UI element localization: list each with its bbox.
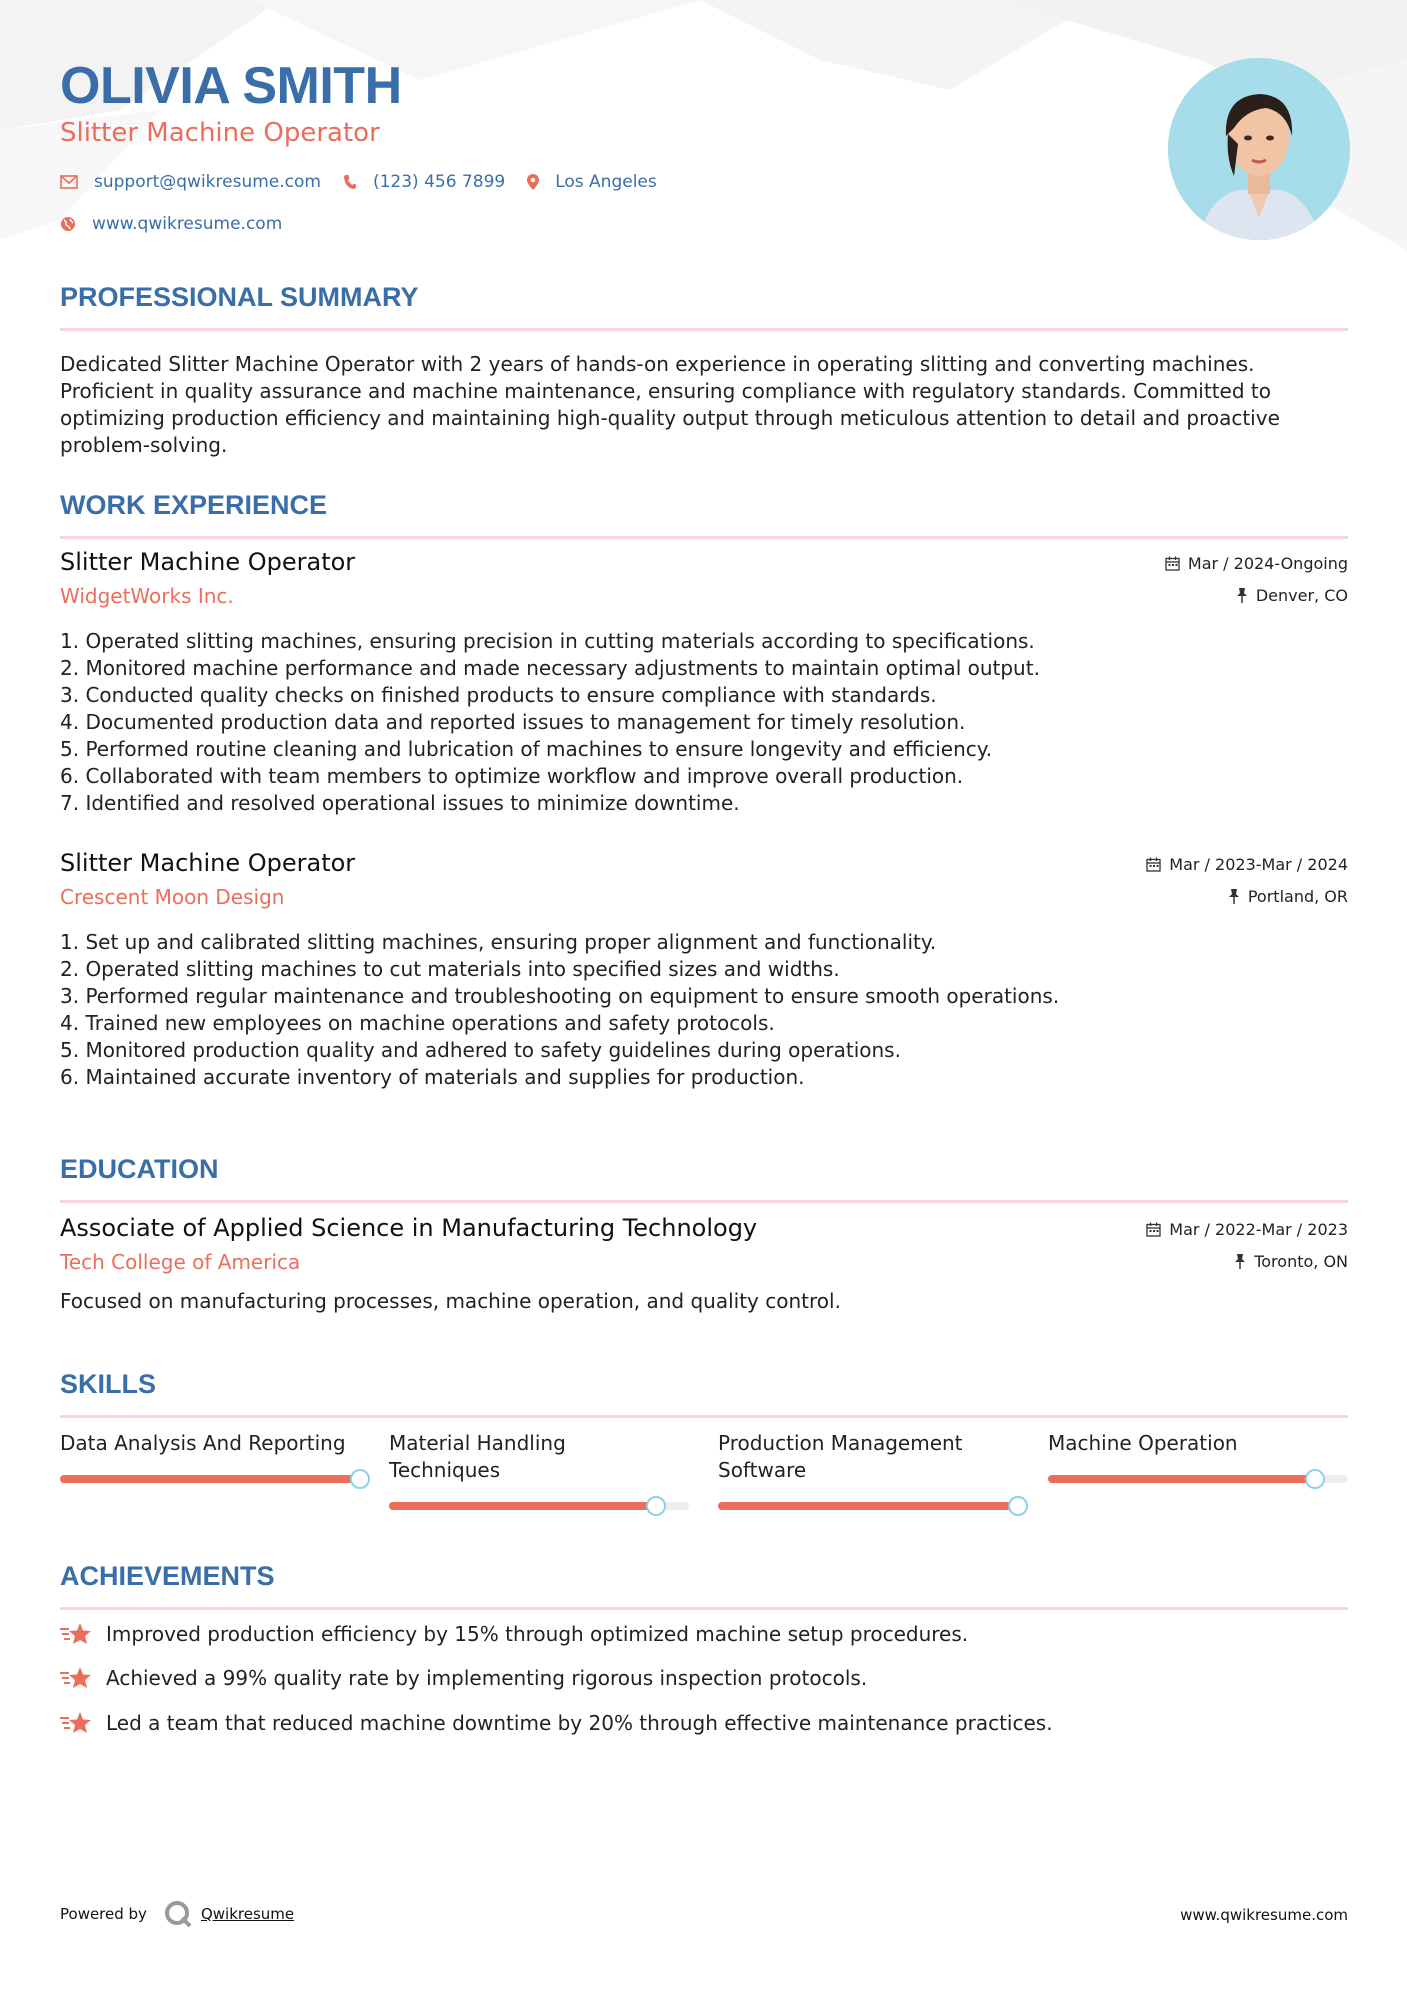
education-date <box>1146 1220 1348 1239</box>
achievement-item <box>60 1622 968 1646</box>
summary-line: Proficient in quality assurance and machine maintenance, ensuring compliance with regulatory standards. Committed to <box>60 379 1271 403</box>
section-education <box>60 1152 1348 1203</box>
skill-name <box>389 1430 689 1484</box>
profile-photo <box>1168 58 1350 240</box>
list-item: 5. Performed routine cleaning and lubrication of machines to ensure longevity and efficiency. <box>60 737 993 761</box>
education-entry <box>60 1214 1348 1334</box>
job-bullets <box>60 929 1059 1091</box>
skill-item <box>718 1430 1018 1484</box>
skill-level-bar <box>1048 1475 1348 1483</box>
section-divider <box>60 1200 1348 1203</box>
contact-email[interactable] <box>60 172 321 192</box>
list-item: 1. Set up and calibrated slitting machines, ensuring proper alignment and functionality. <box>60 930 937 954</box>
degree-title: Associate of Applied Science in Manufacturing Technology <box>60 1214 758 1242</box>
footer-site-link[interactable]: www.qwikresume.com <box>1180 1906 1348 1924</box>
section-skills <box>60 1367 1348 1418</box>
skill-name-line: Material Handling <box>389 1431 566 1455</box>
footer-powered-by <box>60 1899 294 1929</box>
skill-level-knob <box>1305 1469 1325 1489</box>
star-badge-icon <box>60 1711 92 1735</box>
contact-location <box>527 172 657 192</box>
job-entry <box>60 849 1348 1109</box>
experience-heading: WORK EXPERIENCE <box>60 490 328 520</box>
summary-line: problem-solving. <box>60 433 228 457</box>
list-item: 1. Operated slitting machines, ensuring precision in cutting materials according to specifications. <box>60 629 1035 653</box>
skill-name-line: Production Management <box>718 1431 963 1455</box>
phone-text: (123) 456 7899 <box>372 172 506 192</box>
achievement-item <box>60 1666 867 1690</box>
job-date-text: Mar / 2023-Mar / 2024 <box>1169 855 1348 874</box>
section-divider <box>60 328 1348 331</box>
skill-name-line: Software <box>718 1458 807 1482</box>
list-item: 2. Monitored machine performance and made necessary adjustments to maintain optimal output. <box>60 656 1040 680</box>
skill-item <box>389 1430 689 1484</box>
pushpin-icon <box>1228 889 1240 904</box>
job-location-text: Denver, CO <box>1255 586 1348 605</box>
job-date-text: Mar / 2024-Ongoing <box>1187 554 1348 573</box>
skill-level-bar <box>389 1502 689 1510</box>
qwikresume-logo-icon <box>163 1899 193 1929</box>
contact-phone[interactable] <box>343 172 505 192</box>
email-text: support@qwikresume.com <box>94 172 321 192</box>
achievements-heading: ACHIEVEMENTS <box>60 1561 275 1591</box>
job-title: Slitter Machine Operator <box>60 849 356 877</box>
list-item: 6. Collaborated with team members to optimize workflow and improve overall production. <box>60 764 964 788</box>
achievement-text: Improved production efficiency by 15% through optimized machine setup procedures. <box>106 1622 969 1646</box>
skill-level-fill <box>1048 1475 1315 1483</box>
job-location <box>1236 586 1348 605</box>
skill-item <box>60 1430 360 1457</box>
list-item: 6. Maintained accurate inventory of materials and supplies for production. <box>60 1065 805 1089</box>
summary-text <box>60 351 1348 459</box>
envelope-icon <box>60 175 78 189</box>
list-item: 4. Trained new employees on machine operations and safety protocols. <box>60 1011 775 1035</box>
calendar-icon <box>1165 556 1180 571</box>
achievement-text: Achieved a 99% quality rate by implementing rigorous inspection protocols. <box>106 1666 868 1690</box>
phone-icon <box>343 174 357 190</box>
skill-name-line: Machine Operation <box>1048 1431 1238 1455</box>
education-description: Focused on manufacturing processes, machine operation, and quality control. <box>60 1289 841 1313</box>
education-date-text: Mar / 2022-Mar / 2023 <box>1169 1220 1348 1239</box>
section-divider <box>60 1607 1348 1610</box>
skill-level-fill <box>60 1475 360 1483</box>
summary-heading: PROFESSIONAL SUMMARY <box>60 282 419 312</box>
education-heading: EDUCATION <box>60 1154 219 1184</box>
skill-name <box>1048 1430 1348 1457</box>
pushpin-icon <box>1236 588 1248 603</box>
skill-level-knob <box>1008 1496 1028 1516</box>
job-location <box>1228 887 1348 906</box>
skill-name <box>60 1430 360 1457</box>
avatar-illustration <box>1168 58 1350 240</box>
list-item: 5. Monitored production quality and adhered to safety guidelines during operations. <box>60 1038 901 1062</box>
candidate-name: OLIVIA SMITH <box>60 57 402 115</box>
skill-level-knob <box>350 1469 370 1489</box>
job-date <box>1165 554 1348 573</box>
achievement-item <box>60 1711 1053 1735</box>
skill-name <box>718 1430 1018 1484</box>
skill-level-bar <box>718 1502 1018 1510</box>
section-experience <box>60 488 1348 539</box>
candidate-title: Slitter Machine Operator <box>60 118 380 148</box>
list-item: 2. Operated slitting machines to cut materials into specified sizes and widths. <box>60 957 840 981</box>
summary-line: Dedicated Slitter Machine Operator with 2 years of hands-on experience in operating slitting and converting machines. <box>60 352 1255 376</box>
calendar-icon <box>1146 1222 1161 1237</box>
skill-level-fill <box>389 1502 656 1510</box>
job-company: Crescent Moon Design <box>60 885 285 909</box>
job-location-text: Portland, OR <box>1247 887 1348 906</box>
list-item: 7. Identified and resolved operational issues to minimize downtime. <box>60 791 740 815</box>
section-achievements <box>60 1559 1348 1610</box>
brand-link[interactable]: Qwikresume <box>200 1905 295 1923</box>
contact-row-website <box>60 214 304 234</box>
powered-by-label: Powered by <box>60 1905 147 1923</box>
section-divider <box>60 1415 1348 1418</box>
skill-item <box>1048 1430 1348 1457</box>
list-item: 3. Performed regular maintenance and troubleshooting on equipment to ensure smooth operations. <box>60 984 1060 1008</box>
star-badge-icon <box>60 1622 92 1646</box>
contact-row <box>60 172 679 192</box>
skill-level-fill <box>718 1502 1018 1510</box>
school-name: Tech College of America <box>60 1250 301 1274</box>
website-text: www.qwikresume.com <box>92 214 283 234</box>
list-item: 4. Documented production data and reported issues to management for timely resolution. <box>60 710 966 734</box>
job-title: Slitter Machine Operator <box>60 548 356 576</box>
skill-name-line: Data Analysis And Reporting <box>60 1431 346 1455</box>
achievement-text: Led a team that reduced machine downtime by 20% through effective maintenance practices. <box>106 1711 1053 1735</box>
skill-level-bar <box>60 1475 360 1483</box>
job-date <box>1146 855 1348 874</box>
location-text: Los Angeles <box>555 172 657 192</box>
skills-heading: SKILLS <box>60 1369 157 1399</box>
list-item: 3. Conducted quality checks on finished products to ensure compliance with standards. <box>60 683 937 707</box>
section-divider <box>60 536 1348 539</box>
education-location <box>1234 1252 1348 1271</box>
contact-website[interactable] <box>60 214 282 234</box>
job-entry <box>60 548 1348 828</box>
skill-level-knob <box>646 1496 666 1516</box>
job-company: WidgetWorks Inc. <box>60 584 234 608</box>
job-bullets <box>60 628 1040 817</box>
globe-icon <box>60 216 76 232</box>
star-badge-icon <box>60 1666 92 1690</box>
section-summary <box>60 280 1348 459</box>
education-location-text: Toronto, ON <box>1254 1252 1348 1271</box>
skill-name-line: Techniques <box>389 1458 501 1482</box>
pushpin-icon <box>1234 1254 1246 1269</box>
map-pin-icon <box>527 174 539 190</box>
calendar-icon <box>1146 857 1161 872</box>
summary-line: optimizing production efficiency and maintaining high-quality output through meticulous attention to detail and proactive <box>60 406 1280 430</box>
